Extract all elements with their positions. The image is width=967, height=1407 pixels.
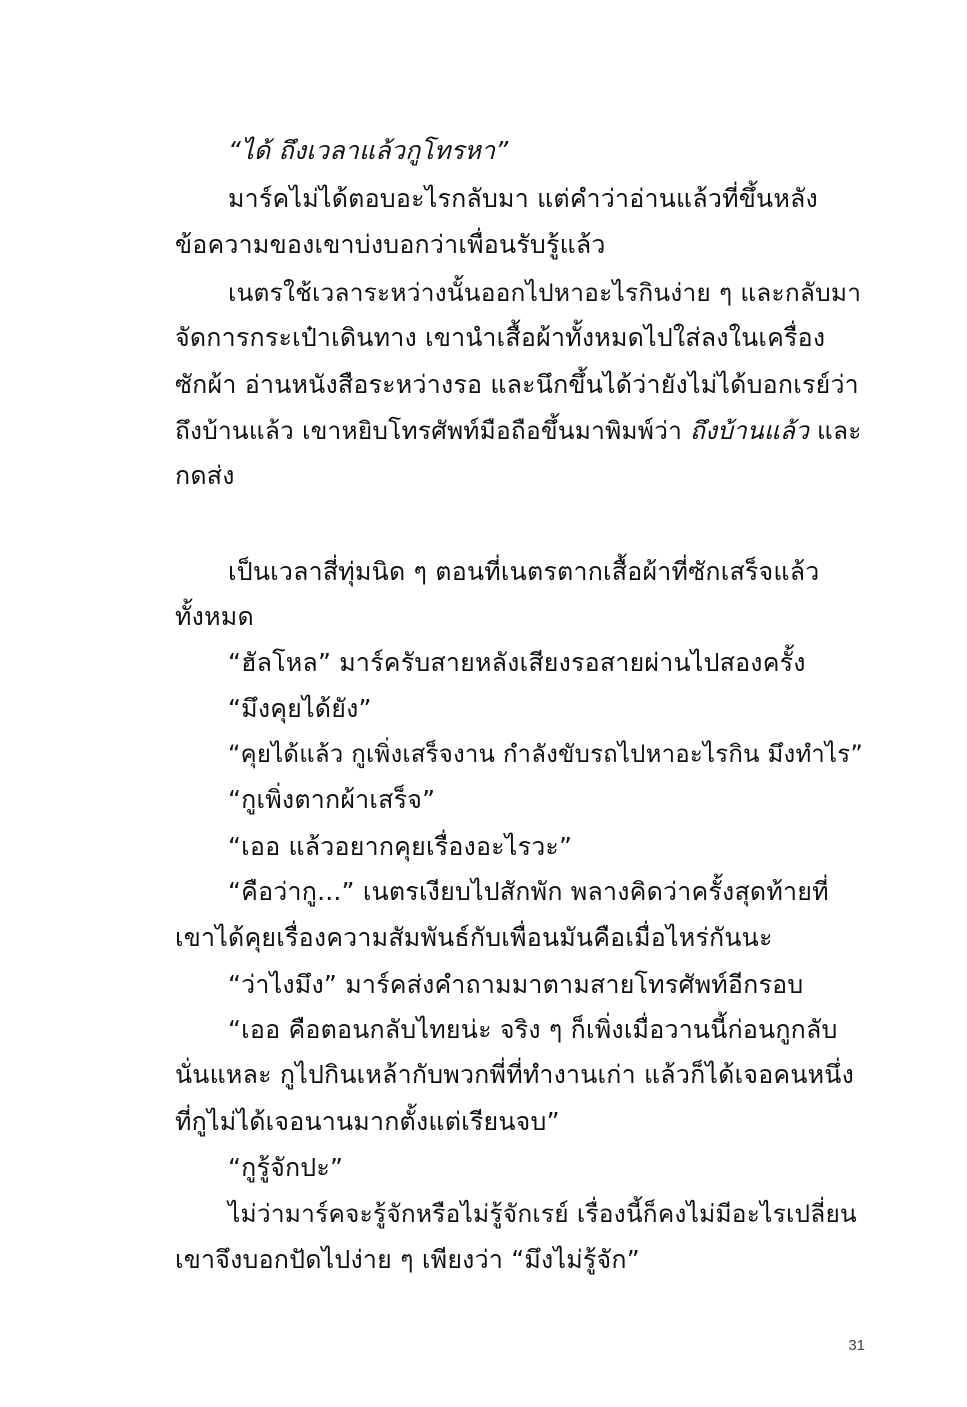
page-number: 31 (848, 1337, 865, 1354)
text-line-10 (175, 592, 865, 642)
line-text: เขาจึงบอกปัดไปง่าย ๆ เพียงว่า “มึงไม่รู้จัก” (175, 1245, 640, 1274)
text-line-3 (175, 220, 865, 270)
text-line-19 (228, 1005, 865, 1055)
text-line-24 (175, 1235, 865, 1285)
text-line-18 (228, 960, 865, 1010)
text-line-15 (228, 822, 865, 872)
text-line-17 (175, 913, 865, 963)
text-line-23 (228, 1189, 865, 1239)
line-text: และ (809, 416, 862, 445)
line-text: “ฮัลโหล” มาร์ครับสายหลังเสียงรอสายผ่านไปสองครั้ง (228, 648, 806, 677)
text-line-9 (228, 547, 865, 597)
line-text: “คือว่ากู...” เนตรเงียบไปสักพัก พลางคิดว่าครั้งสุดท้ายที่ (228, 877, 829, 906)
line-text: “มึงคุยได้ยัง” (228, 694, 372, 723)
line-text: เป็นเวลาสี่ทุ่มนิด ๆ ตอนที่เนตรตากเสื้อผ้าที่ซักเสร็จแล้ว (228, 557, 820, 586)
line-text: “ว่าไงมึง” มาร์คส่งคำถามมาตามสายโทรศัพท์อีกรอบ (228, 970, 804, 999)
text-line-22 (228, 1143, 865, 1193)
line-text: “เออ คือตอนกลับไทยน่ะ จริง ๆ ก็เพิ่งเมื่อวานนี้ก่อนกูกลับ (228, 1015, 838, 1044)
line-text: ที่กูไม่ได้เจอนานมากตั้งแต่เรียนจบ” (175, 1107, 560, 1136)
text-line-2 (228, 174, 865, 224)
text-line-7 (175, 406, 865, 456)
line-text: “กูเพิ่งตากผ้าเสร็จ” (228, 785, 436, 814)
text-line-14 (228, 775, 865, 825)
text-line-12 (228, 684, 865, 734)
text-line-16 (228, 867, 865, 917)
text-line-13 (228, 729, 865, 779)
line-text: “คุยได้แล้ว กูเพิ่งเสร็จงาน กำลังขับรถไปหาอะไรกิน มึงทำไร” (228, 740, 863, 768)
line-text: ไม่ว่ามาร์คจะรู้จักหรือไม่รู้จักเรย์ เรื่องนี้ก็คงไม่มีอะไรเปลี่ยน (228, 1199, 857, 1228)
text-line-11 (228, 638, 865, 688)
line-text: ข้อความของเขาบ่งบอกว่าเพื่อนรับรู้แล้ว (175, 230, 606, 259)
line-text: กดส่ง (175, 461, 235, 490)
text-line-6 (175, 360, 865, 410)
text-line-1 (228, 126, 865, 176)
text-line-20 (175, 1050, 865, 1100)
text-line-4 (228, 268, 865, 318)
line-text: จัดการกระเป๋าเดินทาง เขานำเสื้อผ้าทั้งหมดไปใส่ลงในเครื่อง (175, 323, 826, 352)
line-text: “กูรู้จักปะ” (228, 1153, 344, 1182)
line-text: ทั้งหมด (175, 602, 254, 631)
text-line-8 (175, 451, 865, 501)
text-line-5 (175, 313, 865, 363)
line-text: ถึงบ้านแล้ว เขาหยิบโทรศัพท์มือถือขึ้นมาพิมพ์ว่า (175, 416, 691, 445)
line-text: นั่นแหละ กูไปกินเหล้ากับพวกพี่ที่ทำงานเก่า แล้วก็ได้เจอคนหนึ่ง (175, 1060, 855, 1089)
text-line-21 (175, 1097, 865, 1147)
line-text: มาร์คไม่ได้ตอบอะไรกลับมา แต่คำว่าอ่านแล้วที่ขึ้นหลัง (228, 184, 818, 213)
line-text: ซักผ้า อ่านหนังสือระหว่างรอ และนึกขึ้นได้ว่ายังไม่ได้บอกเรย์ว่า (175, 370, 859, 399)
line-text: เนตรใช้เวลาระหว่างนั้นออกไปหาอะไรกินง่าย ๆ และกลับมา (228, 278, 862, 307)
line-text: เขาได้คุยเรื่องความสัมพันธ์กับเพื่อนมันคือเมื่อไหร่กันนะ (175, 923, 773, 952)
italic-text: “ได้ ถึงเวลาแล้วกูโทรหา” (228, 136, 509, 165)
italic-text: ถึงบ้านแล้ว (690, 416, 810, 445)
line-text: “เออ แล้วอยากคุยเรื่องอะไรวะ” (228, 832, 573, 861)
